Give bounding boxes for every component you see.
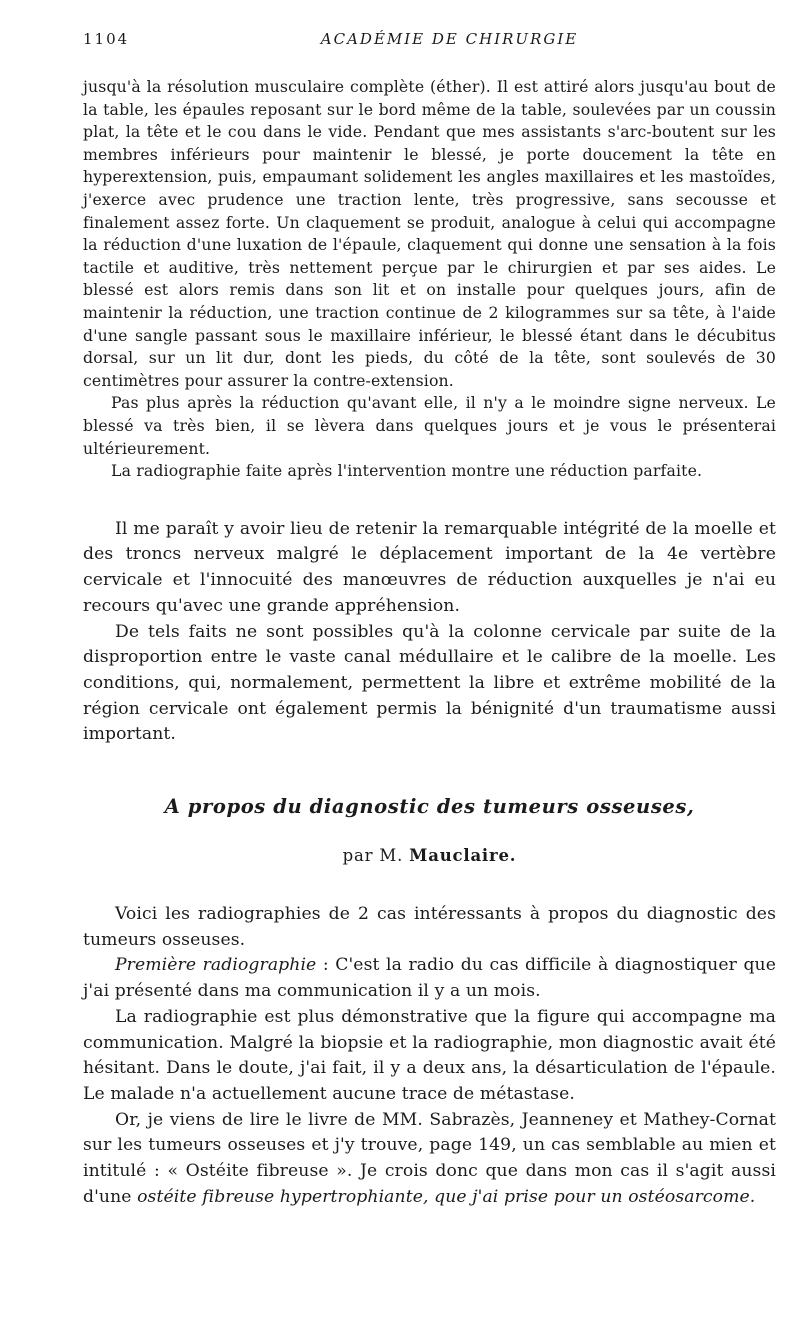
- case-report-paragraph: La radiographie faite après l'intervention montre une réduction parfaite.: [111, 461, 703, 481]
- article-paragraph-label: Première radiographie: [115, 955, 317, 976]
- article-title: A propos du diagnostic des tumeurs osseuses,: [164, 795, 695, 819]
- article-body: [83, 902, 776, 1210]
- article-paragraph: [83, 953, 776, 1004]
- byline-prefix: par M.: [342, 846, 404, 866]
- page-number: 1104: [83, 30, 130, 48]
- article-paragraph: Voici les radiographies de 2 cas intéressants à propos du diagnostic des tumeurs osseuses.: [83, 904, 776, 950]
- case-report-paragraph: jusqu'à la résolution musculaire complète (éther). Il est attiré alors jusqu'au bout de la table, les épaules reposant sur le bord même de la table, soulevées par un coussin plat, la tête et le cou dans le vide. Pendant que mes assistants s'arc-boutent sur les membres inférieurs pour maintenir le blessé, je porte doucement la tête en hyperextension, puis, empaumant solidement les angles maxillaires et les mastoïdes, j'exerce avec prudence une traction lente, très progressive, sans secousse et finalement assez forte. Un claquement se produit, analogue à celui qui accompagne la réduction d'une luxation de l'épaule, claquement qui donne une sensation à la fois tactile et auditive, très nettement perçue par le chirurgien et par ses aides. Le blessé est alors remis dans son lit et on installe pour quelques jours, afin de maintenir la réduction, une traction continue de 2 kilogrammes sur sa tête, à l'aide d'une sangle passant sous le maxillaire inférieur, le blessé étant dans le décubitus dorsal, sur un lit dur, dont les pieds, du côté de la tête, sont soulevés de 30 centimètres pour assurer la contre-extension.: [83, 77, 776, 390]
- commentary-text: [83, 517, 776, 748]
- article-paragraph: La radiographie est plus démonstrative que la figure qui accompagne ma communication. Malgré la biopsie et la radiographie, mon diagnostic avait été hésitant. Dans le doute, j'ai fait, il y a deux ans, la désarticulation de l'épaule. Le malade n'a actuellement aucune trace de métastase.: [83, 1006, 776, 1104]
- article-paragraph-text: Or, je viens de lire le livre de MM. Sabrazès, Jeanneney et Mathey-Cornat sur les tumeurs osseuses et j'y trouve, page 149, un cas semblable au mien et intitulé : « Ostéite fibreuse ». Je crois donc que dans mon cas il s'agit aussi d'une: [83, 1109, 776, 1207]
- commentary-paragraph: Il me paraît y avoir lieu de retenir la remarquable intégrité de la moelle et des troncs nerveux malgré le déplacement important de la 4e vertèbre cervicale et l'innocuité des manœuvres de réduction auxquelles je n'ai eu recours qu'avec une grande appréhension.: [83, 518, 776, 616]
- author-name: Mauclaire.: [409, 846, 517, 866]
- article-byline: [83, 846, 776, 865]
- case-report-text: [83, 76, 776, 483]
- running-head: ACADÉMIE DE CHIRURGIE: [320, 30, 579, 48]
- article-paragraph-emphasis: ostéite fibreuse hypertrophiante, que j'ai prise pour un ostéosarcome.: [137, 1186, 756, 1207]
- case-report-paragraph: Pas plus après la réduction qu'avant elle, il n'y a le moindre signe nerveux. Le blessé va très bien, il se lèvera dans quelques jours et je vous le présenterai ultérieurement.: [83, 393, 776, 458]
- article-paragraph: [83, 1108, 776, 1211]
- commentary-paragraph: De tels faits ne sont possibles qu'à la colonne cervicale par suite de la disproportion entre le vaste canal médullaire et le calibre de la moelle. Les conditions, qui, normalement, permettent la libre et extrême mobilité de la région cervicale ont également permis la bénignité d'un traumatisme aussi important.: [83, 621, 776, 745]
- article-paragraph-text: : C'est la radio du cas difficile à diagnostiquer que j'ai présenté dans ma communication il y a un mois.: [83, 955, 776, 1002]
- page-header: [83, 30, 776, 54]
